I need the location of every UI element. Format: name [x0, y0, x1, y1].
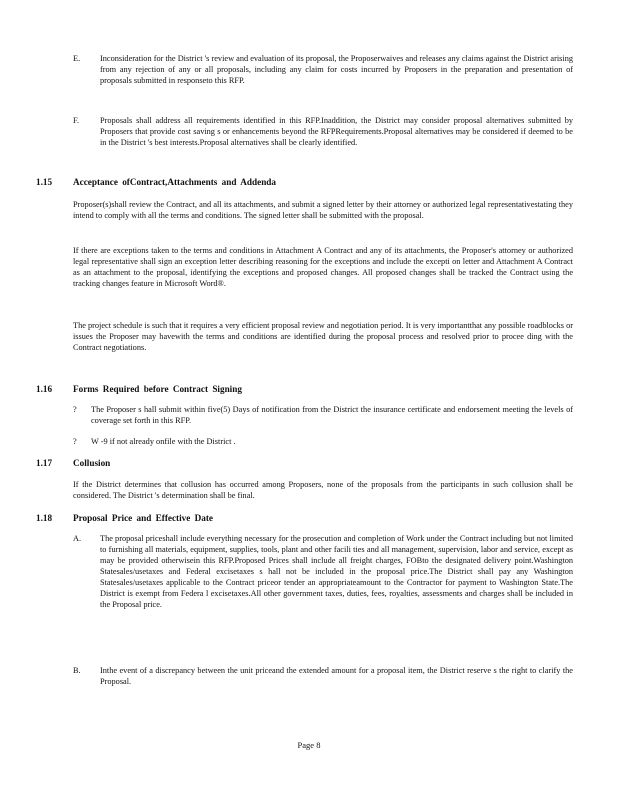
paragraph: If the District determines that collusion has occurred among Proposers, none of the proposals from the participants in such collusion shall be considered. The District 's determination shall be final.: [73, 480, 573, 500]
item-text: Inthe event of a discrepancy between the unit priceand the extended amount for a proposal item, the District reserve s the right to clarify the Proposal.: [100, 666, 573, 686]
page-number: Page 8: [297, 740, 321, 750]
section-title: Forms Required before Contract Signing: [73, 384, 242, 394]
paragraph: If there are exceptions taken to the terms and conditions in Attachment A Contract and any of its attachments, the Proposer's attorney or authorized legal representative shall sign an exception letter describing reasoning for the exceptions and include the excepti on letter and Attachment A Contract as an attachment to the proposal, identifying the exceptions and proposed changes. All proposed changes shall be tracked the Contract using the tracking changes feature in Microsoft Word®.: [73, 246, 573, 288]
paragraph: Proposer(s)shall review the Contract, and all its attachments, and submit a signed letter by their attorney or authorized legal representativestating they intend to comply with all the terms and conditions. The signed letter shall be submitted with the proposal.: [73, 200, 573, 220]
list-item-a: [73, 533, 573, 610]
section-number: 1.17: [36, 458, 53, 468]
section-title: Collusion: [73, 458, 111, 468]
item-text: The proposal priceshall include everything necessary for the prosecution and completion of Work under the Contract including but not limited to furnishing all materials, equipment, supplies, tools, plant and other facili ties and all management, supervision, labor and service, except as may be provided otherwisein this RFP.Proposed Prices shall include all freight charges, FOBto the designated delivery point.Washington Statesales/usetaxes and Federal excisetaxes s hall not be included in the proposal price.The District shall pay any Washington Statesales/usetaxes applicable to the Contract priceor tender an appropriateamount to the Contractor for payment to Washington State.The District is exempt from Federa l excisetaxes.All other government taxes, duties, fees, royalties, assessments and charges shall be included in the Proposal price.: [100, 534, 573, 609]
bullet-text: W -9 if not already onfile with the District .: [91, 437, 236, 446]
list-item-f: [73, 115, 573, 148]
item-label: E.: [73, 54, 81, 63]
section-number: 1.15: [36, 177, 53, 187]
item-label: B.: [73, 666, 81, 675]
bullet-item: [73, 404, 573, 426]
bullet-mark: ?: [73, 437, 77, 446]
list-item-b: [73, 665, 573, 687]
section-number: 1.18: [36, 513, 53, 523]
item-text: Proposals shall address all requirements identified in this RFP.Inaddition, the District may consider proposal alternatives submitted by Proposers that provide cost saving s or enhancements beyond the RFPRequirements.Proposal alternatives may be considered if deemed to be in the District 's best interests.Proposal alternatives shall be clearly identified.: [100, 116, 573, 147]
bullet-mark: ?: [73, 405, 77, 414]
section-number: 1.16: [36, 384, 53, 394]
item-label: A.: [73, 534, 82, 543]
section-title: Acceptance ofContract,Attachments and Addenda: [73, 177, 277, 187]
item-text: Inconsideration for the District 's review and evaluation of its proposal, the Proposerwaives and releases any claims against the District arising from any rejection of any or all proposals, including any claim for costs incurred by Proposers in the preparation and presentation of proposals submitted in responseto this RFP.: [100, 54, 573, 85]
list-item-e: [73, 53, 573, 86]
bullet-text: The Proposer s hall submit within five(5) Days of notification from the District the insurance certificate and endorsement meeting the levels of coverage set forth in this RFP.: [91, 405, 573, 425]
paragraph: The project schedule is such that it requires a very efficient proposal review and negotiation period. It is very importantthat any possible roadblocks or issues the Proposer may havewith the terms and conditions are identified during the proposal process and resolved prior to procee ding with the Contract negotiations.: [73, 321, 573, 352]
bullet-item: [73, 436, 573, 447]
item-label: F.: [73, 116, 80, 125]
section-title: Proposal Price and Effective Date: [73, 513, 213, 523]
